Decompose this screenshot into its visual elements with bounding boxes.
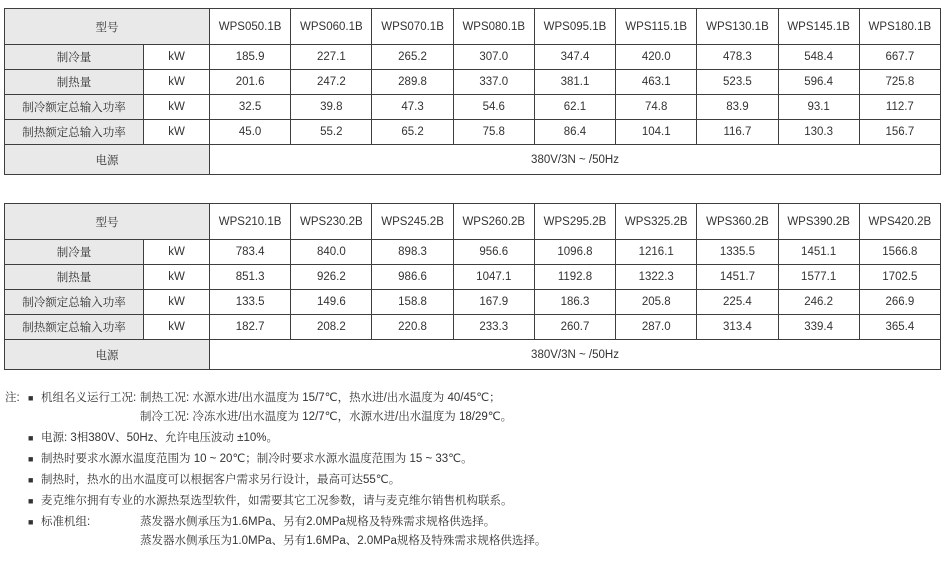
note-line-text: 制热时要求水源水温度范围为 10 ~ 20℃；制冷时要求水源水温度范围为 15 ~ 33℃。 (41, 453, 473, 465)
bullet-square-icon: ■ (28, 433, 34, 443)
value-cell: 112.7 (859, 95, 940, 120)
model-name-cell: WPS390.2B (778, 204, 859, 240)
spec-table-1 (4, 8, 941, 175)
unit-cell: kW (144, 290, 210, 315)
value-cell: 840.0 (291, 240, 372, 265)
value-cell: 45.0 (210, 120, 291, 145)
value-cell: 74.8 (616, 95, 697, 120)
value-cell: 265.2 (372, 45, 453, 70)
value-cell: 313.4 (697, 315, 778, 340)
value-cell: 986.6 (372, 265, 453, 290)
value-cell: 75.8 (453, 120, 534, 145)
spec-page (0, 8, 945, 561)
note-item (5, 429, 945, 448)
value-cell: 201.6 (210, 70, 291, 95)
power-row (5, 145, 941, 175)
param-label-cell: 制冷额定总输入功率 (5, 290, 144, 315)
model-name-cell: WPS360.2B (697, 204, 778, 240)
value-cell: 220.8 (372, 315, 453, 340)
param-label-cell: 制冷量 (5, 45, 144, 70)
spec-table-2 (4, 203, 941, 370)
value-cell: 130.3 (778, 120, 859, 145)
note-prefix: 注: (5, 392, 20, 404)
param-label-cell: 制热额定总输入功率 (5, 315, 144, 340)
note-line-text: 麦克维尔拥有专业的水源热泵选型软件，如需要其它工况参数，请与麦克维尔销售机构联系。 (41, 495, 513, 507)
value-cell: 347.4 (534, 45, 615, 70)
bullet-square-icon: ■ (28, 454, 34, 464)
value-cell: 1451.7 (697, 265, 778, 290)
model-name-cell: WPS245.2B (372, 204, 453, 240)
note-lines (41, 492, 945, 511)
value-cell: 1047.1 (453, 265, 534, 290)
power-label-cell: 电源 (5, 145, 210, 175)
value-cell: 926.2 (291, 265, 372, 290)
value-cell: 548.4 (778, 45, 859, 70)
value-cell: 1577.1 (778, 265, 859, 290)
power-value-cell: 380V/3N ~ /50Hz (210, 340, 941, 370)
value-cell: 956.6 (453, 240, 534, 265)
spec-row (5, 315, 941, 340)
value-cell: 783.4 (210, 240, 291, 265)
value-cell: 523.5 (697, 70, 778, 95)
value-cell: 1702.5 (859, 265, 940, 290)
note-item (5, 450, 945, 469)
model-name-cell: WPS180.1B (859, 9, 940, 45)
note-item (5, 389, 945, 427)
notes-section (5, 389, 945, 551)
value-cell: 1216.1 (616, 240, 697, 265)
value-cell: 116.7 (697, 120, 778, 145)
value-cell: 1335.5 (697, 240, 778, 265)
value-cell: 420.0 (616, 45, 697, 70)
model-name-cell: WPS210.1B (210, 204, 291, 240)
value-cell: 337.0 (453, 70, 534, 95)
value-cell: 260.7 (534, 315, 615, 340)
bullet-square-icon: ■ (28, 393, 34, 403)
value-cell: 39.8 (291, 95, 372, 120)
value-cell: 186.3 (534, 290, 615, 315)
param-label-cell: 制热额定总输入功率 (5, 120, 144, 145)
value-cell: 93.1 (778, 95, 859, 120)
unit-cell: kW (144, 240, 210, 265)
value-cell: 104.1 (616, 120, 697, 145)
bullet-square-icon: ■ (28, 475, 34, 485)
value-cell: 463.1 (616, 70, 697, 95)
value-cell: 54.6 (453, 95, 534, 120)
param-label-cell: 制冷量 (5, 240, 144, 265)
value-cell: 158.8 (372, 290, 453, 315)
value-cell: 86.4 (534, 120, 615, 145)
value-cell: 133.5 (210, 290, 291, 315)
model-name-cell: WPS230.2B (291, 204, 372, 240)
model-name-cell: WPS050.1B (210, 9, 291, 45)
unit-cell: kW (144, 315, 210, 340)
unit-cell: kW (144, 70, 210, 95)
unit-cell: kW (144, 45, 210, 70)
value-cell: 205.8 (616, 290, 697, 315)
note-item (5, 492, 945, 511)
power-row (5, 340, 941, 370)
value-cell: 65.2 (372, 120, 453, 145)
value-cell: 1192.8 (534, 265, 615, 290)
note-lines (41, 471, 945, 490)
note-label: 标准机组: (41, 516, 91, 528)
power-label-cell: 电源 (5, 340, 210, 370)
model-name-cell: WPS060.1B (291, 9, 372, 45)
value-cell: 851.3 (210, 265, 291, 290)
value-cell: 1322.3 (616, 265, 697, 290)
note-line-text: 制热工况: 水源水进/出水温度为 15/7℃，热水进/出水温度为 40/45℃； (140, 392, 501, 404)
power-value-cell: 380V/3N ~ /50Hz (210, 145, 941, 175)
unit-cell: kW (144, 120, 210, 145)
model-name-cell: WPS115.1B (616, 9, 697, 45)
note-lines (41, 450, 945, 469)
value-cell: 898.3 (372, 240, 453, 265)
spec-row (5, 45, 941, 70)
value-cell: 156.7 (859, 120, 940, 145)
value-cell: 365.4 (859, 315, 940, 340)
value-cell: 307.0 (453, 45, 534, 70)
note-lines (41, 429, 945, 448)
note-item (5, 513, 945, 551)
value-cell: 725.8 (859, 70, 940, 95)
value-cell: 381.1 (534, 70, 615, 95)
value-cell: 1566.8 (859, 240, 940, 265)
model-name-cell: WPS295.2B (534, 204, 615, 240)
value-cell: 233.3 (453, 315, 534, 340)
value-cell: 47.3 (372, 95, 453, 120)
value-cell: 227.1 (291, 45, 372, 70)
value-cell: 185.9 (210, 45, 291, 70)
note-line-text: 制热时，热水的出水温度可以根据客户需求另行设计，最高可达55℃。 (41, 474, 401, 486)
value-cell: 182.7 (210, 315, 291, 340)
model-header-label: 型号 (5, 9, 210, 45)
param-label-cell: 制冷额定总输入功率 (5, 95, 144, 120)
model-name-cell: WPS080.1B (453, 9, 534, 45)
model-name-cell: WPS260.2B (453, 204, 534, 240)
value-cell: 167.9 (453, 290, 534, 315)
model-name-cell: WPS070.1B (372, 9, 453, 45)
value-cell: 289.8 (372, 70, 453, 95)
value-cell: 667.7 (859, 45, 940, 70)
value-cell: 339.4 (778, 315, 859, 340)
value-cell: 596.4 (778, 70, 859, 95)
unit-cell: kW (144, 265, 210, 290)
value-cell: 83.9 (697, 95, 778, 120)
spec-row (5, 70, 941, 95)
value-cell: 247.2 (291, 70, 372, 95)
spec-row (5, 240, 941, 265)
note-line-text: 电源: 3相380V、50Hz、允许电压波动 ±10%。 (41, 432, 279, 444)
model-name-cell: WPS130.1B (697, 9, 778, 45)
value-cell: 266.9 (859, 290, 940, 315)
model-header-label: 型号 (5, 204, 210, 240)
model-header-row (5, 9, 941, 45)
value-cell: 246.2 (778, 290, 859, 315)
model-name-cell: WPS095.1B (534, 9, 615, 45)
unit-cell: kW (144, 95, 210, 120)
param-label-cell: 制热量 (5, 265, 144, 290)
value-cell: 62.1 (534, 95, 615, 120)
spec-row (5, 95, 941, 120)
spec-row (5, 290, 941, 315)
bullet-square-icon: ■ (28, 496, 34, 506)
spec-row (5, 120, 941, 145)
value-cell: 208.2 (291, 315, 372, 340)
note-line-text: 蒸发器水侧承压为1.0MPa、另有1.6MPa、2.0MPa规格及特殊需求规格供选择。 (140, 535, 547, 547)
param-label-cell: 制热量 (5, 70, 144, 95)
model-name-cell: WPS325.2B (616, 204, 697, 240)
note-lines (140, 513, 945, 551)
note-lines (140, 389, 945, 427)
model-name-cell: WPS420.2B (859, 204, 940, 240)
note-line-text: 制冷工况: 冷冻水进/出水温度为 12/7℃，水源水进/出水温度为 18/29℃。 (140, 411, 513, 423)
note-line-text: 蒸发器水侧承压为1.6MPa、另有2.0MPa规格及特殊需求规格供选择。 (140, 516, 496, 528)
model-header-row (5, 204, 941, 240)
bullet-square-icon: ■ (28, 517, 34, 527)
value-cell: 1451.1 (778, 240, 859, 265)
value-cell: 32.5 (210, 95, 291, 120)
model-name-cell: WPS145.1B (778, 9, 859, 45)
note-item (5, 471, 945, 490)
value-cell: 1096.8 (534, 240, 615, 265)
value-cell: 478.3 (697, 45, 778, 70)
note-label: 机组名义运行工况: (41, 392, 137, 404)
value-cell: 149.6 (291, 290, 372, 315)
value-cell: 225.4 (697, 290, 778, 315)
spec-row (5, 265, 941, 290)
value-cell: 287.0 (616, 315, 697, 340)
value-cell: 55.2 (291, 120, 372, 145)
